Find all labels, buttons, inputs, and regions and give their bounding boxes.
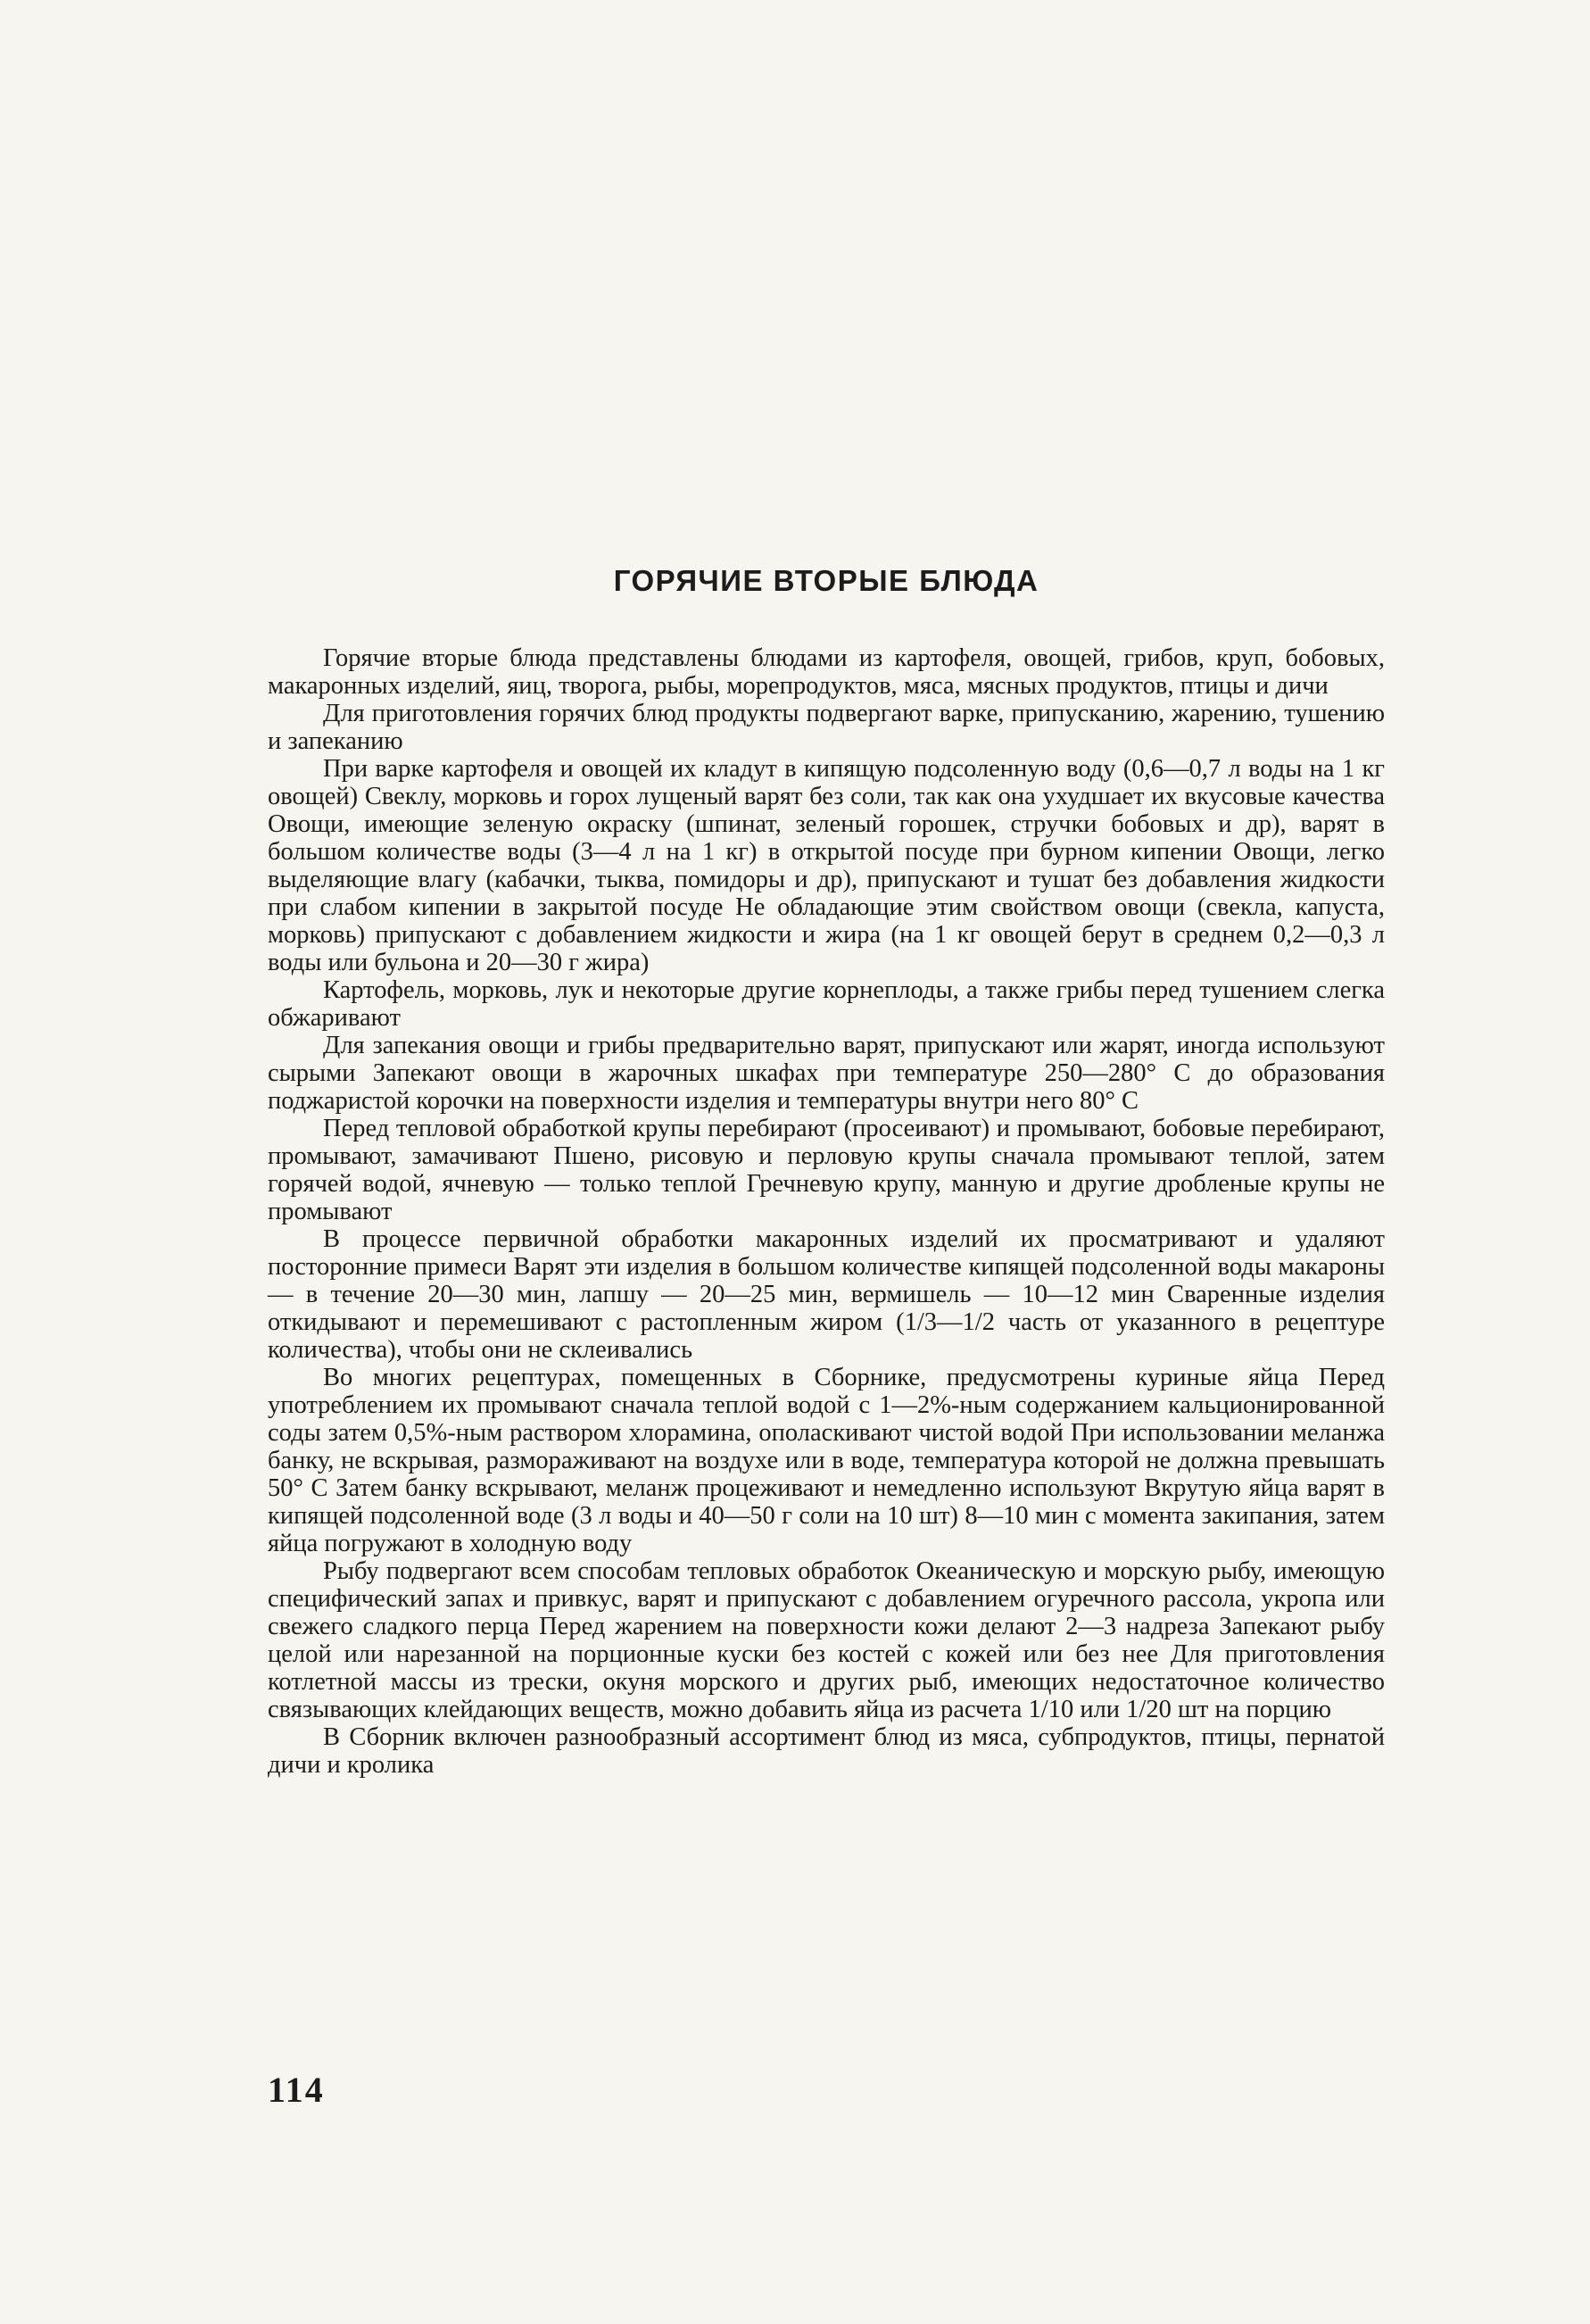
page-title: ГОРЯЧИЕ ВТОРЫЕ БЛЮДА [613,564,1039,597]
body-text [268,644,1385,1779]
paragraph-1: Горячие вторые блюда представлены блюдами из картофеля, овощей, грибов, круп, бобовых, макаронных изделий, яиц, творога, рыбы, морепродуктов, мяса, мясных продуктов, птицы и дичи [268,644,1385,700]
paragraph-3: При варке картофеля и овощей их кладут в кипящую подсоленную воду (0,6—0,7 л воды на 1 кг овощей) Свеклу, морковь и горох лущеный варят без соли, так как она ухудшает их вкусовые качества Овощи, имеющие зеленую окраску (шпинат, зеленый горошек, стручки бобовых и др), варят в большом количестве воды (3—4 л на 1 кг) в открытой посуде при бурном кипении Овощи, легко выделяющие влагу (кабачки, тыква, помидоры и др), припускают и тушат без добавления жидкости при слабом кипении в закрытой посуде Не обладающие этим свойством овощи (свекла, капуста, морковь) припускают с добавлением жидкости и жира (на 1 кг овощей берут в среднем 0,2—0,3 л воды или бульона и 20—30 г жира) [268,755,1385,976]
paragraph-9: Рыбу подвергают всем способам тепловых обработок Океаническую и морскую рыбу, имеющую специфический запах и привкус, варят и припускают с добавлением огуречного рассола, укропа или свежего сладкого перца Перед жарением на поверхности кожи делают 2—3 надреза Запекают рыбу целой или нарезанной на порционные куски без костей с кожей или без нее Для приготовления котлетной массы из трески, окуня морского и других рыб, имеющих недостаточное количество связывающих клейдающих веществ, можно добавить яйца из расчета 1/10 или 1/20 шт на порцию [268,1557,1385,1723]
paragraph-6: Перед тепловой обработкой крупы перебирают (просеивают) и промывают, бобовые перебирают, промывают, замачивают Пшено, рисовую и перловую крупы сначала промывают теплой, затем горячей водой, ячневую — только теплой Гречневую крупу, манную и другие дробленые крупы не промывают [268,1115,1385,1225]
paragraph-5: Для запекания овощи и грибы предварительно варят, припускают или жарят, иногда используют сырыми Запекают овощи в жарочных шкафах при температуре 250—280° С до образования поджаристой корочки на поверхности изделия и температуры внутри него 80° С [268,1032,1385,1115]
paragraph-10: В Сборник включен разнообразный ассортимент блюд из мяса, субпродуктов, птицы, пернатой дичи и кролика [268,1723,1385,1779]
page-number: 114 [268,2070,325,2110]
paragraph-2: Для приготовления горячих блюд продукты подвергают варке, припусканию, жарению, тушению и запеканию [268,700,1385,755]
paragraph-7: В процессе первичной обработки макаронных изделий их просматривают и удаляют посторонние примеси Варят эти изделия в большом количестве кипящей подсоленной воды макароны — в течение 20—30 мин, лапшу — 20—25 мин, вермишель — 10—12 мин Сваренные изделия откидывают и перемешивают с растопленным жиром (1/3—1/2 часть от указанного в рецептуре количества), чтобы они не склеивались [268,1225,1385,1364]
paragraph-8: Во многих рецептурах, помещенных в Сборнике, предусмотрены куриные яйца Перед употреблением их промывают сначала теплой водой с 1—2%-ным содержанием кальционированной соды затем 0,5%-ным раствором хлорамина, ополаскивают чистой водой При использовании меланжа банку, не вскрывая, размораживают на воздухе или в воде, температура которой не должна превышать 50° С Затем банку вскрывают, меланж процеживают и немедленно используют Вкрутую яйца варят в кипящей подсоленной воде (3 л воды и 40—50 г соли на 10 шт) 8—10 мин с момента закипания, затем яйца погружают в холодную воду [268,1364,1385,1557]
paragraph-4: Картофель, морковь, лук и некоторые другие корнеплоды, а также грибы перед тушением слегка обжаривают [268,976,1385,1032]
